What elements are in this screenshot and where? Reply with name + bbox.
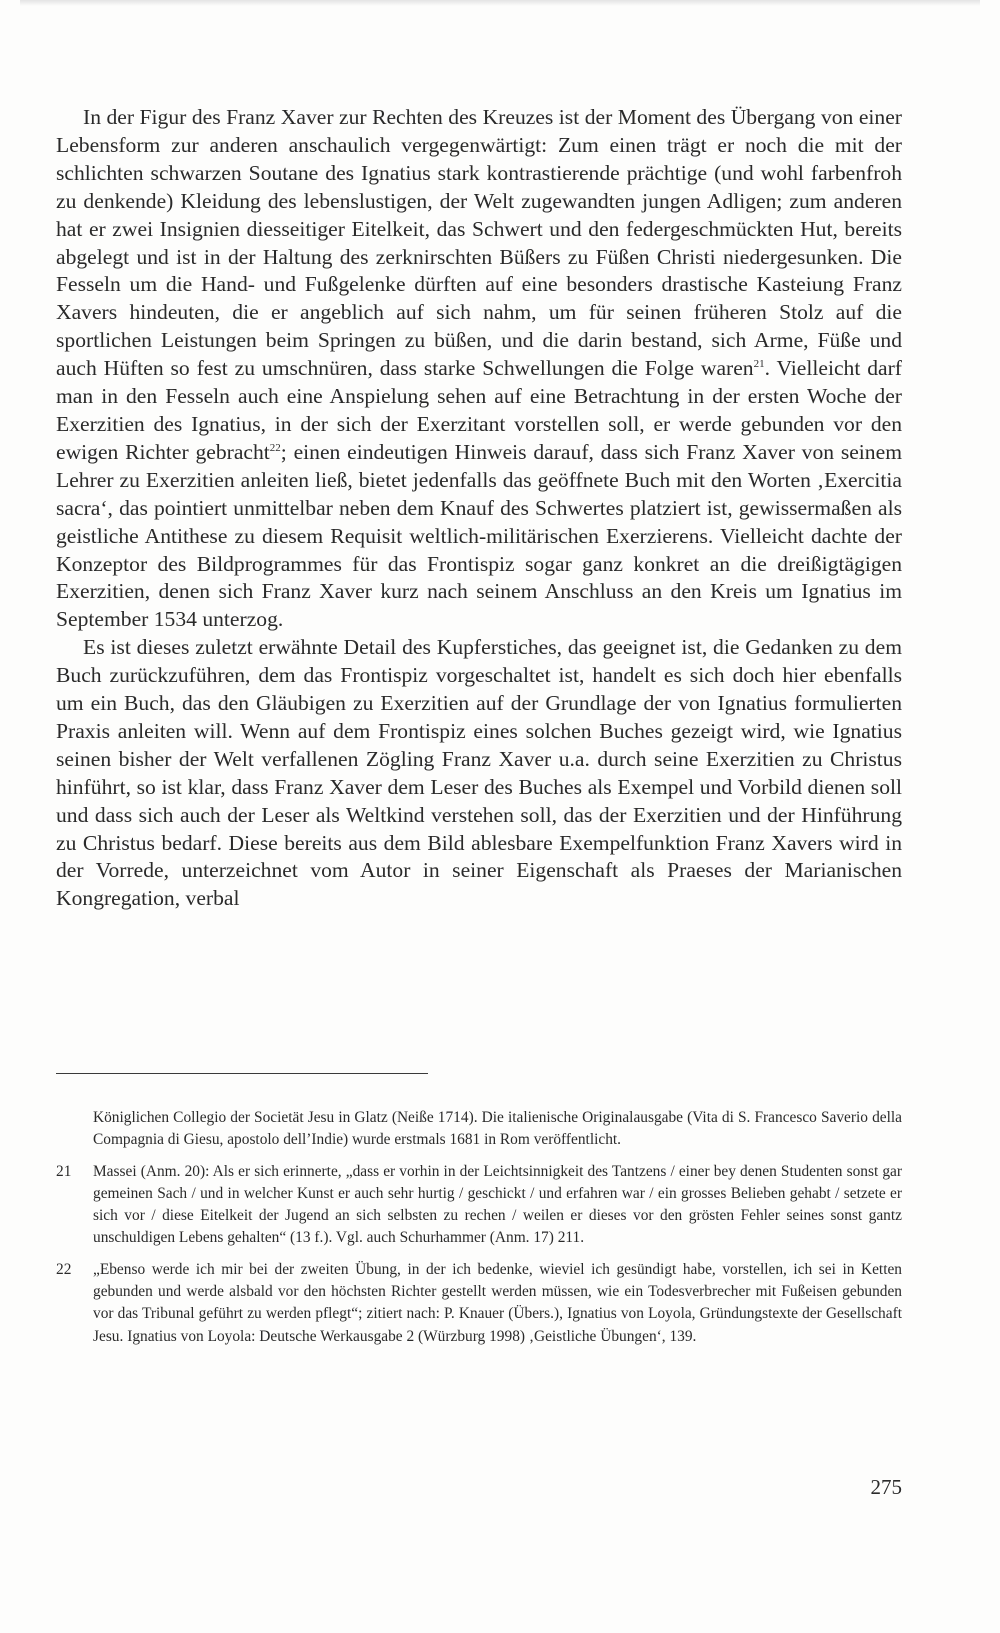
footnote-ref-21: 21 [753, 357, 765, 370]
paragraph-1-part-a: In der Figur des Franz Xaver zur Rechten des Kreuzes ist der Moment des Übergang von einer Lebensform zur anderen anschaulich vergegenwärtigt: Zum einen trägt er noch die mit der schlichten schwarzen Soutane des Ignatius stark kontrastierende prächtige (und wohl farbenfroh zu denkende) Kleidung des lebenslustigen, der Welt zugewandten jungen Adligen; zum anderen hat er zwei Insignien diesseitiger Eitelkeit, das Schwert und den federgeschmückten Hut, bereits abgelegt und ist in der Haltung des zerknirschten Büßers zu Füßen Christi niedergesunken. Die Fesseln um die Hand- und Fußgelenke dürften auf eine besonders drastische Kasteiung Franz Xavers hindeuten, die er angeblich auf sich nahm, um für seinen früheren Stolz auf die sportlichen Leistungen beim Springen zu büßen, und die darin bestand, sich Arme, Füße und auch Hüften so fest zu umschnüren, dass starke Schwellungen die Folge waren [56, 105, 902, 381]
paragraph-2: Es ist dieses zuletzt erwähnte Detail des Kupferstiches, das geeignet ist, die Gedanken zu dem Buch zurückzuführen, dem das Frontispiz vorgeschaltet ist, handelt es sich doch hier ebenfalls um ein Buch, das den Gläubigen zu Exerzitien auf der Grundlage der von Ignatius formulierten Praxis anleiten will. Wenn auf dem Frontispiz eines solchen Buches gezeigt wird, wie Ignatius seinen bisher der Welt verfallenen Zögling Franz Xaver u.a. durch seine Exerzitien zu Christus hinführt, so ist klar, dass Franz Xaver dem Leser des Buches als Exempel und Vorbild dienen soll und dass sich auch der Leser als Weltkind verstehen soll, das der Exerzitien und der Hinführung zu Christus bedarf. Diese bereits aus dem Bild ablesbare Exempelfunktion Franz Xavers wird in der Vorrede, unterzeichnet vom Autor in seiner Eigenschaft als Praeses der Marianischen Kongregation, verbal [56, 635, 902, 911]
footnotes [56, 1107, 902, 1348]
footnote-21-text: Massei (Anm. 20): Als er sich erinnerte, „dass er vorhin in der Leichtsinnigkeit des Tantzens / einer bey denen Studenten sonst gar gemeinen Sach / und in welcher Kunst er auch sehr hurtig / geschickt / und erfahren war / ein grosses Belieben gehabt / setzete er sich vor / diese Eitelkeit der Jugend an sich selbsten zu rechen / weilen er dieses vor den grösten Fehler seines sonst gantz unschuldigen Lebens gehalten“ (13 f.). Vgl. auch Schurhammer (Anm. 17) 211. [93, 1162, 902, 1247]
paragraph-1-part-b: . Vielleicht darf man in den Fesseln auch eine Anspielung sehen auf eine Betrachtung in der ersten Woche der Exerzitien des Ignatius, in der sich der Exerzitant vorstellen soll, er werde gebunden vor den ewigen Richter gebracht [56, 356, 902, 464]
main-text [56, 104, 902, 913]
page-number: 275 [870, 1475, 902, 1499]
footnote-22-number: 22 [56, 1260, 72, 1278]
footnote-continuation [56, 1107, 902, 1152]
footnote-rule [56, 1073, 428, 1074]
footnote-21-number: 21 [56, 1162, 72, 1180]
footnote-ref-22: 22 [269, 441, 281, 454]
paragraph-1 [56, 104, 902, 634]
footnote-continuation-text: Königlichen Collegio der Societät Jesu in Glatz (Neiße 1714). Die italienische Originalausgabe (Vita di S. Francesco Saverio della Compagnia di Giesu, apostolo dell’Indie) wurde erstmals 1681 in Rom veröffentlicht. [93, 1109, 902, 1149]
footnote-22 [56, 1259, 902, 1348]
paragraph-1-part-c: ; einen eindeutigen Hinweis darauf, dass sich Franz Xaver von seinem Lehrer zu Exerzitien anleiten ließ, bietet jedenfalls das geöffnete Buch mit den Worten ‚Exercitia sacra‘, das pointiert unmittelbar neben dem Knauf des Schwertes platziert ist, gewissermaßen als geistliche Antithese zu diesem Requisit weltlich-militärischen Exerzierens. Vielleicht dachte der Konzeptor des Bildprogrammes für das Frontispiz sogar ganz konkret an die dreißigtägigen Exerzitien, denen sich Franz Xaver kurz nach seinem Anschluss an den Kreis um Ignatius im September 1534 unterzog. [56, 439, 902, 632]
scan-edge-shadow [20, 0, 980, 6]
footnote-22-text: „Ebenso werde ich mir bei der zweiten Übung, in der ich bedenke, wieviel ich gesündigt habe, vorstellen, ich sei in Ketten gebunden und werde alsbald vor den höchsten Richter gestellt werden müssen, wie ein Todesverbrecher mit Fußeisen gebunden vor das Tribunal geführt zu werden pflegt“; zitiert nach: P. Knauer (Übers.), Ignatius von Loyola, Gründungstexte der Gesellschaft Jesu. Ignatius von Loyola: Deutsche Werkausgabe 2 (Würzburg 1998) ‚Geistliche Übungen‘, 139. [93, 1260, 902, 1345]
footnote-21 [56, 1161, 902, 1250]
